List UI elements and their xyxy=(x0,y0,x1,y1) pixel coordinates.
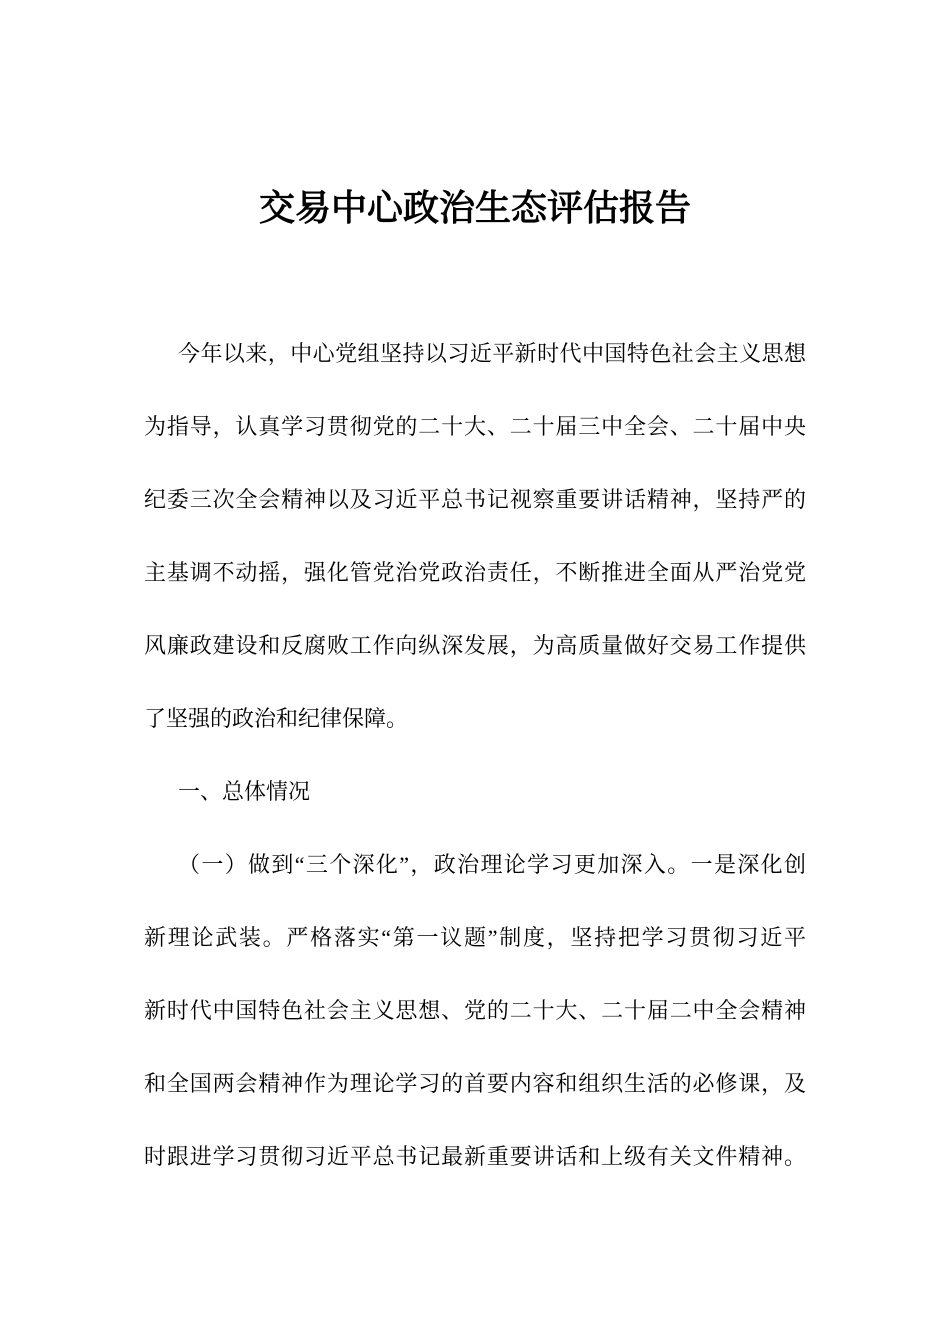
text-line: 风廉政建设和反腐败工作向纵深发展，为高质量做好交易工作提供 xyxy=(144,633,806,658)
heading-line: 一、总体情况 xyxy=(178,779,311,804)
document-title: 交易中心政治生态评估报告 xyxy=(258,188,691,228)
text-line: 了坚强的政治和纪律保障。 xyxy=(144,706,409,731)
section-heading-overall-situation xyxy=(144,755,806,828)
text-line: 主基调不动摇，强化管党治党政治责任，不断推进全面从严治党党 xyxy=(144,560,806,585)
text-line: 时跟进学习贯彻习近平总书记最新重要讲话和上级有关文件精神。 xyxy=(144,1144,806,1169)
paragraph-intro xyxy=(144,317,806,755)
text-line: 今年以来，中心党组坚持以习近平新时代中国特色社会主义思想 xyxy=(178,341,806,366)
text-line: 新理论武装。严格落实“第一议题”制度，坚持把学习贯彻习近平 xyxy=(144,925,806,950)
paragraph-three-deepenings xyxy=(144,828,806,1193)
text-line: 纪委三次全会精神以及习近平总书记视察重要讲话精神，坚持严的 xyxy=(144,487,806,512)
text-line: 新时代中国特色社会主义思想、党的二十大、二十届二中全会精神 xyxy=(144,998,806,1023)
text-line: 为指导，认真学习贯彻党的二十大、二十届三中全会、二十届中央 xyxy=(144,414,806,439)
document-body xyxy=(144,317,806,1193)
text-line: 和全国两会精神作为理论学习的首要内容和组织生活的必修课，及 xyxy=(144,1071,806,1096)
text-line: （一）做到“三个深化”，政治理论学习更加深入。一是深化创 xyxy=(178,852,806,877)
